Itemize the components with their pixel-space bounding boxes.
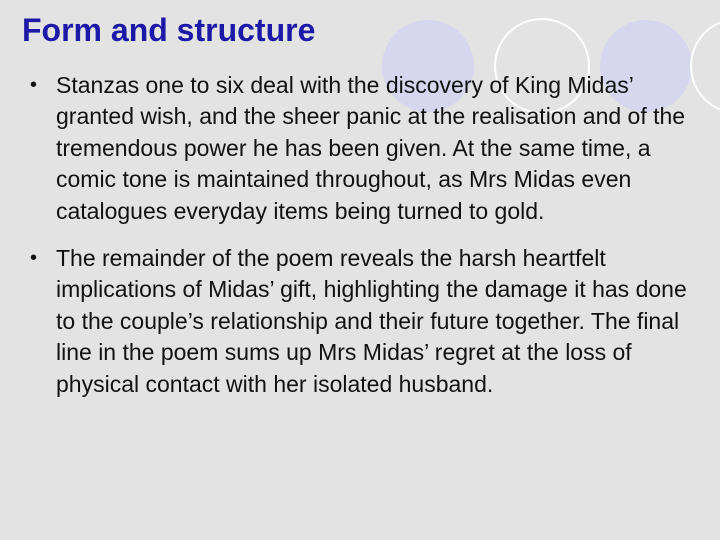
bullet-marker: • [30, 74, 38, 96]
bullet-marker: • [30, 247, 38, 270]
slide-title: Form and structure [22, 12, 316, 48]
slide-body [28, 70, 698, 416]
bullet-text: The remainder of the poem reveals the harsh heartfelt implications of Midas’ gift, highlighting the damage it has done to the couple’s relationship and their future together. The final line in the poem sums up Mrs Midas’ regret at the loss of physical contact with her isolated husband. [56, 245, 687, 397]
bullet-item-2 [28, 243, 698, 400]
bullet-text: Stanzas one to six deal with the discovery of King Midas’ granted wish, and the sheer panic at the realisation and of the tremendous power he has been given. At the same time, a comic tone is maintained throughout, as Mrs Midas even catalogues everyday items being turned to gold. [56, 72, 686, 224]
bullet-item-1 [28, 70, 698, 227]
